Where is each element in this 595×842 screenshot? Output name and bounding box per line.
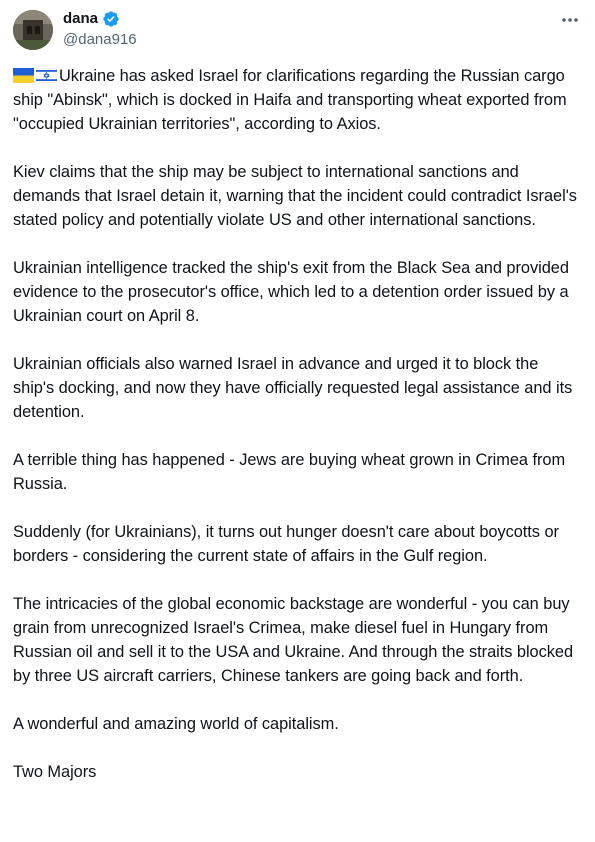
paragraph: The intricacies of the global economic backstage are wonderful - you can buy grain from unrecognized Israel's Crimea, make diesel fuel in Hungary from Russian oil and sell it to the USA and Ukraine. And through the straits blocked by three US aircraft carriers, Chinese tankers are going back and forth. xyxy=(13,595,574,685)
paragraph: Suddenly (for Ukrainians), it turns out hunger doesn't care about boycotts or borders - considering the current state of affairs in the Gulf region. xyxy=(13,523,559,565)
author-handle[interactable]: @dana916 xyxy=(63,31,137,48)
tweet-header xyxy=(0,0,595,60)
avatar[interactable] xyxy=(13,10,53,50)
more-options-icon[interactable] xyxy=(560,14,580,26)
paragraph xyxy=(13,64,583,136)
paragraph-text: Ukraine has asked Israel for clarifications regarding the Russian cargo ship "Abinsk", which is docked in Haifa and transporting wheat exported from "occupied Ukrainian territories", according to Axios. xyxy=(13,67,567,133)
paragraph: A wonderful and amazing world of capitalism. xyxy=(13,715,339,733)
paragraph: A terrible thing has happened - Jews are buying wheat grown in Crimea from Russia. xyxy=(13,451,566,493)
author-display-name[interactable]: dana xyxy=(63,10,99,27)
israel-flag-icon xyxy=(36,68,57,83)
tweet-text xyxy=(13,64,583,808)
paragraph: Two Majors xyxy=(13,763,97,781)
paragraph: Ukrainian officials also warned Israel in advance and urged it to block the ship's docking, and now they have officially requested legal assistance and its detention. xyxy=(13,355,573,421)
paragraph: Ukrainian intelligence tracked the ship's exit from the Black Sea and provided evidence to the prosecutor's office, which led to a detention order issued by a Ukrainian court on April 8. xyxy=(13,259,569,325)
ukraine-flag-icon xyxy=(13,68,34,83)
avatar-photo-icon xyxy=(13,10,53,50)
verified-badge-icon xyxy=(102,10,120,28)
name-row xyxy=(63,9,120,29)
paragraph: Kiev claims that the ship may be subject to international sanctions and demands that Israel detain it, warning that the incident could contradict Israel's stated policy and potentially violate US and other international sanctions. xyxy=(13,163,577,229)
